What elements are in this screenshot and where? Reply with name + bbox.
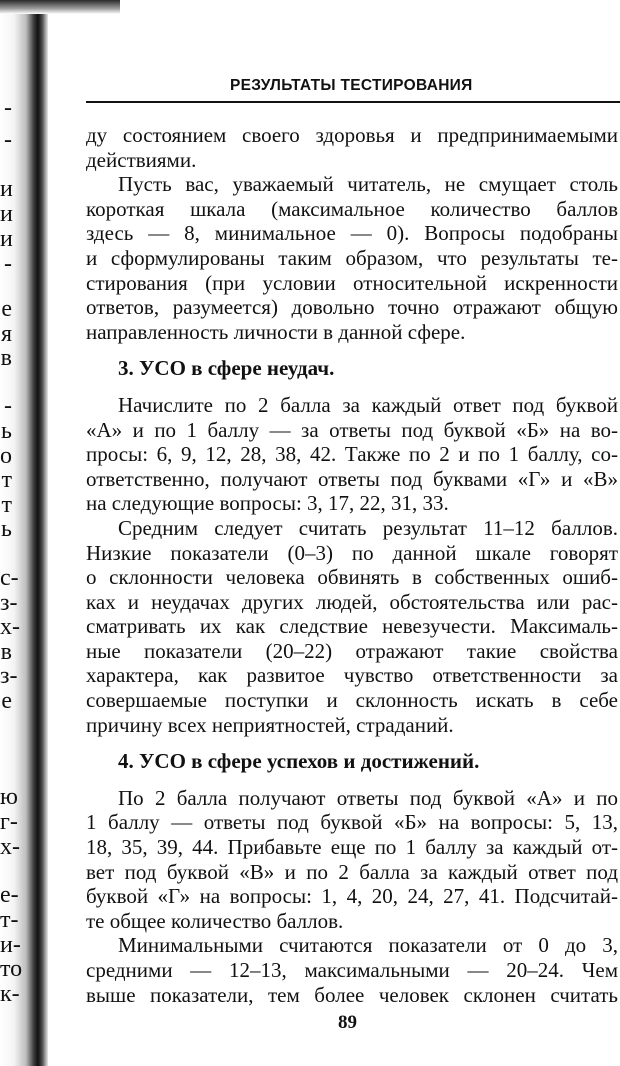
facing-page-fragment: х- xyxy=(0,834,20,860)
facing-page-fragment: к- xyxy=(0,981,20,1007)
running-head: РЕЗУЛЬТАТЫ ТЕСТИРОВАНИЯ xyxy=(230,77,473,94)
text-line: ные показатели (20–22) отражают такие свойства xyxy=(86,638,618,663)
top-edge-shadow xyxy=(0,0,120,14)
text-line: направленность личности в данной сфере. xyxy=(86,319,466,344)
main-text xyxy=(86,123,618,1007)
paragraph xyxy=(86,172,618,344)
text-line: короткая шкала (максимальное количество баллов xyxy=(86,196,618,221)
facing-page-fragment: о xyxy=(0,443,12,469)
facing-page-fragment: и xyxy=(0,176,13,202)
header-rule xyxy=(86,101,620,103)
facing-page-fragment: т xyxy=(1,467,12,493)
facing-page-fragment: и xyxy=(0,201,13,227)
facing-page-fragment: г- xyxy=(0,809,18,835)
section-heading: 4. УСО в сфере успехов и достижений. xyxy=(118,749,480,774)
facing-page-fragment: я xyxy=(0,321,12,347)
text-line: 1 баллу — ответы под буквой «Б» на вопросы: 5, 13, xyxy=(86,810,618,835)
text-line: ду состоянием своего здоровья и предпринимаемыми xyxy=(86,123,618,147)
facing-page-fragment: и xyxy=(0,226,13,252)
facing-page-fragment: е xyxy=(1,688,12,714)
text-line: совершаемые поступки и склонность искать в себе xyxy=(86,688,618,713)
text-line: Средним следует считать результат 11–12 баллов. xyxy=(118,515,618,540)
text-line: Минимальными считаются показатели от 0 до 3, xyxy=(118,933,618,958)
facing-page-fragment: т- xyxy=(0,907,19,933)
facing-page-fragment: х- xyxy=(0,614,20,640)
text-line: о склонности человека обвинять в собственных ошиб- xyxy=(86,565,618,590)
text-line: ответов, разумеется) довольно точно отражают общую xyxy=(86,295,618,320)
text-line: Начислите по 2 балла за каждый ответ под буквой xyxy=(118,392,618,417)
text-line: «А» и по 1 баллу — за ответы под буквой «Б» на во- xyxy=(86,417,618,442)
facing-page-fragment: то xyxy=(0,956,23,982)
section-heading: 3. УСО в сфере неудач. xyxy=(118,356,335,381)
facing-page-fragment: - xyxy=(4,393,12,419)
text-line: те общее количество баллов. xyxy=(86,908,344,933)
text-line: стирования (при условии относительной искренности xyxy=(86,270,618,295)
text-line: буквой «Г» на вопросы: 1, 4, 20, 24, 27, 41. Подсчитай- xyxy=(86,884,618,909)
text-line: на следующие вопросы: 3, 17, 22, 31, 33. xyxy=(86,491,449,516)
text-line: действиями. xyxy=(86,147,197,172)
facing-page-fragment: в xyxy=(0,639,12,665)
facing-page-fragment: - xyxy=(4,95,12,121)
facing-page-fragment: т xyxy=(1,492,12,518)
paragraph xyxy=(86,123,618,172)
paragraph xyxy=(86,933,618,1007)
text-line: По 2 балла получают ответы под буквой «А» и по xyxy=(118,785,618,810)
text-line: средними — 12–13, максимальными — 20–24. Чем xyxy=(86,958,618,982)
facing-page-fragment: ь xyxy=(1,418,12,444)
facing-page-fragment: ю xyxy=(0,784,18,810)
facing-page-fragment: с- xyxy=(0,565,19,591)
paragraph xyxy=(86,393,618,516)
facing-page-fragment: - xyxy=(4,251,12,277)
text-line: причину всех неприятностей, страданий. xyxy=(86,712,454,737)
paragraph xyxy=(86,516,618,737)
facing-page-fragment: е xyxy=(1,296,12,322)
facing-page-fragment: и- xyxy=(0,932,21,958)
text-line: и сформулированы таким образом, что результаты те- xyxy=(86,245,618,270)
book-gutter xyxy=(0,0,58,1066)
text-line: ках и неудачах других людей, обстоятельства или рас- xyxy=(86,589,618,614)
text-line: выше показатели, тем более человек склонен считать xyxy=(86,982,618,1007)
facing-page-fragment: е- xyxy=(0,882,19,908)
text-line: Пусть вас, уважаемый читатель, не смущает столь xyxy=(118,172,618,197)
text-line: ответственно, получают ответы под буквами «Г» и «В» xyxy=(86,466,618,491)
facing-page-fragment: - xyxy=(4,127,12,153)
text-line: просы: 6, 9, 12, 28, 38, 42. Также по 2 и по 1 баллу, со- xyxy=(86,442,618,467)
text-line: здесь — 8, минимальное — 0). Вопросы подобраны xyxy=(86,221,618,246)
paragraph xyxy=(86,786,618,934)
text-line: сматривать их как следствие невезучести. Максималь- xyxy=(86,614,618,639)
facing-page-fragment: в xyxy=(0,345,12,371)
facing-page-fragment: з- xyxy=(0,590,18,616)
text-line: Низкие показатели (0–3) по данной шкале говорят xyxy=(86,540,618,565)
text-line: характера, как развитое чувство ответственности за xyxy=(86,663,618,688)
page-number: 89 xyxy=(338,1012,357,1033)
text-line: вет под буквой «В» и по 2 балла за каждый ответ под xyxy=(86,859,618,884)
facing-page-fragment: з- xyxy=(0,663,18,689)
text-line: 18, 35, 39, 44. Прибавьте еще по 1 баллу за каждый от- xyxy=(86,835,618,860)
facing-page-fragment: ь xyxy=(1,516,12,542)
